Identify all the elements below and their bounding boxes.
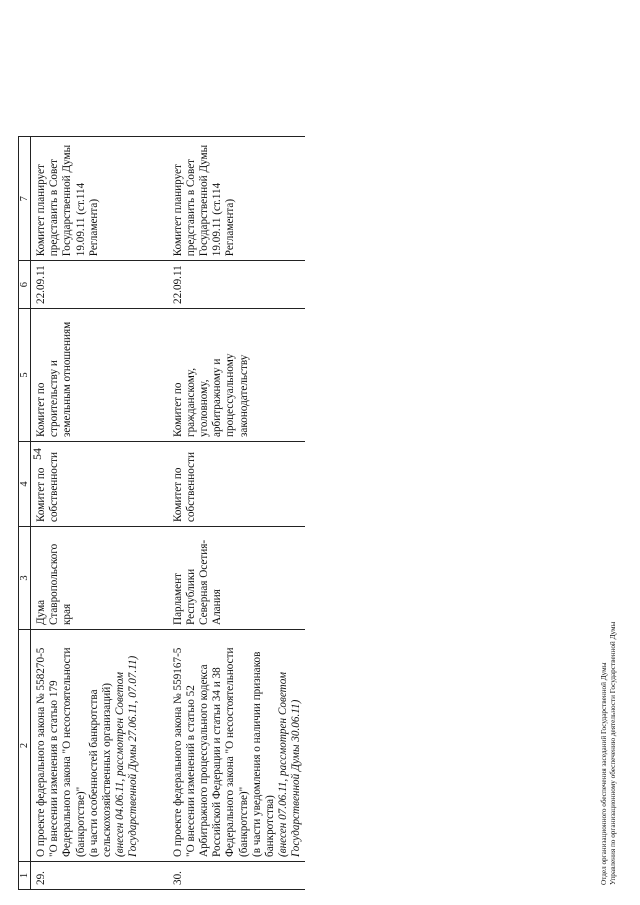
bill-note-line: Государственной Думы 30.06.11): [290, 699, 303, 857]
column-header: 4: [19, 442, 31, 527]
bill-line: сельскохозяйственных организаций): [101, 683, 114, 857]
bill-line: "О внесении изменения в статью 179: [48, 680, 61, 857]
table-header-row: [19, 137, 31, 890]
bill-note-line: Государственной Думы 27.06.11, 07.07.11): [127, 655, 140, 857]
bill-line: Российской Федерации и статьи 34 и 38: [211, 667, 224, 857]
table-row: [31, 137, 142, 890]
footer-line: Отдел организационного обеспечения заседаний Государственной Думы: [600, 662, 608, 885]
bill-line: (в части уведомления о наличии признаков: [250, 651, 263, 857]
footer-line: Управления по организационному обеспечению деятельности Государственной Думы: [609, 621, 617, 885]
row-number: 29.: [31, 862, 142, 890]
initiator-cell: Парламент Республики Северная Осетия-Алания: [168, 527, 305, 630]
column-header: 7: [19, 137, 31, 261]
co-executor-cell: Комитет по собственности: [31, 442, 142, 527]
decision-cell: Комитет планирует представить в Совет Государственной Думы 19.09.11 (ст.114 Регламента): [31, 137, 142, 261]
bill-line: Федерального закона "О несостоятельности: [224, 647, 237, 857]
column-header: 3: [19, 527, 31, 630]
column-header: 2: [19, 630, 31, 862]
bill-line: (банкротстве)": [237, 786, 250, 857]
co-executor-cell: Комитет по собственности: [168, 442, 305, 527]
page-footer: [600, 622, 618, 885]
column-header: 6: [19, 261, 31, 309]
bill-line: О проекте федерального закона № 559167-5: [171, 647, 184, 857]
bill-note-line: (внесен 07.06.11, рассмотрен Советом: [277, 671, 290, 857]
bill-line: банкротства): [264, 795, 277, 857]
bill-line: (в части особенностей банкротства: [87, 689, 100, 857]
page-number: 54: [30, 448, 44, 460]
column-header: 5: [19, 309, 31, 442]
column-header: 1: [19, 862, 31, 890]
bill-line: "О внесении изменений в статью 52: [184, 685, 197, 857]
row-number: 30.: [168, 862, 305, 890]
bill-line: О проекте федерального закона № 558270-5: [35, 647, 47, 857]
bill-title-cell: [168, 630, 305, 862]
bill-line: (банкротстве)": [74, 786, 87, 857]
bill-line: Федерального закона "О несостоятельности: [61, 647, 74, 857]
initiator-cell: Дума Ставропольского края: [31, 527, 142, 630]
bill-title-cell: [31, 630, 142, 862]
date-cell: 22.09.11: [31, 261, 142, 309]
decision-cell: Комитет планирует представить в Совет Государственной Думы 19.09.11 (ст.114 Регламента): [168, 137, 305, 261]
table-row: [168, 137, 305, 890]
row-spacer: [142, 137, 168, 890]
bills-table: [18, 136, 305, 890]
bill-line: Арбитражного процессуального кодекса: [198, 664, 211, 857]
responsible-committee-cell: Комитет по строительству и земельным отношениям: [31, 309, 142, 442]
date-cell: 22.09.11: [168, 261, 305, 309]
bill-note-line: (внесен 04.06.11, рассмотрен Советом: [114, 671, 127, 857]
responsible-committee-cell: Комитет по гражданскому, уголовному, арбитражному и процессуальному законодательству: [168, 309, 305, 442]
